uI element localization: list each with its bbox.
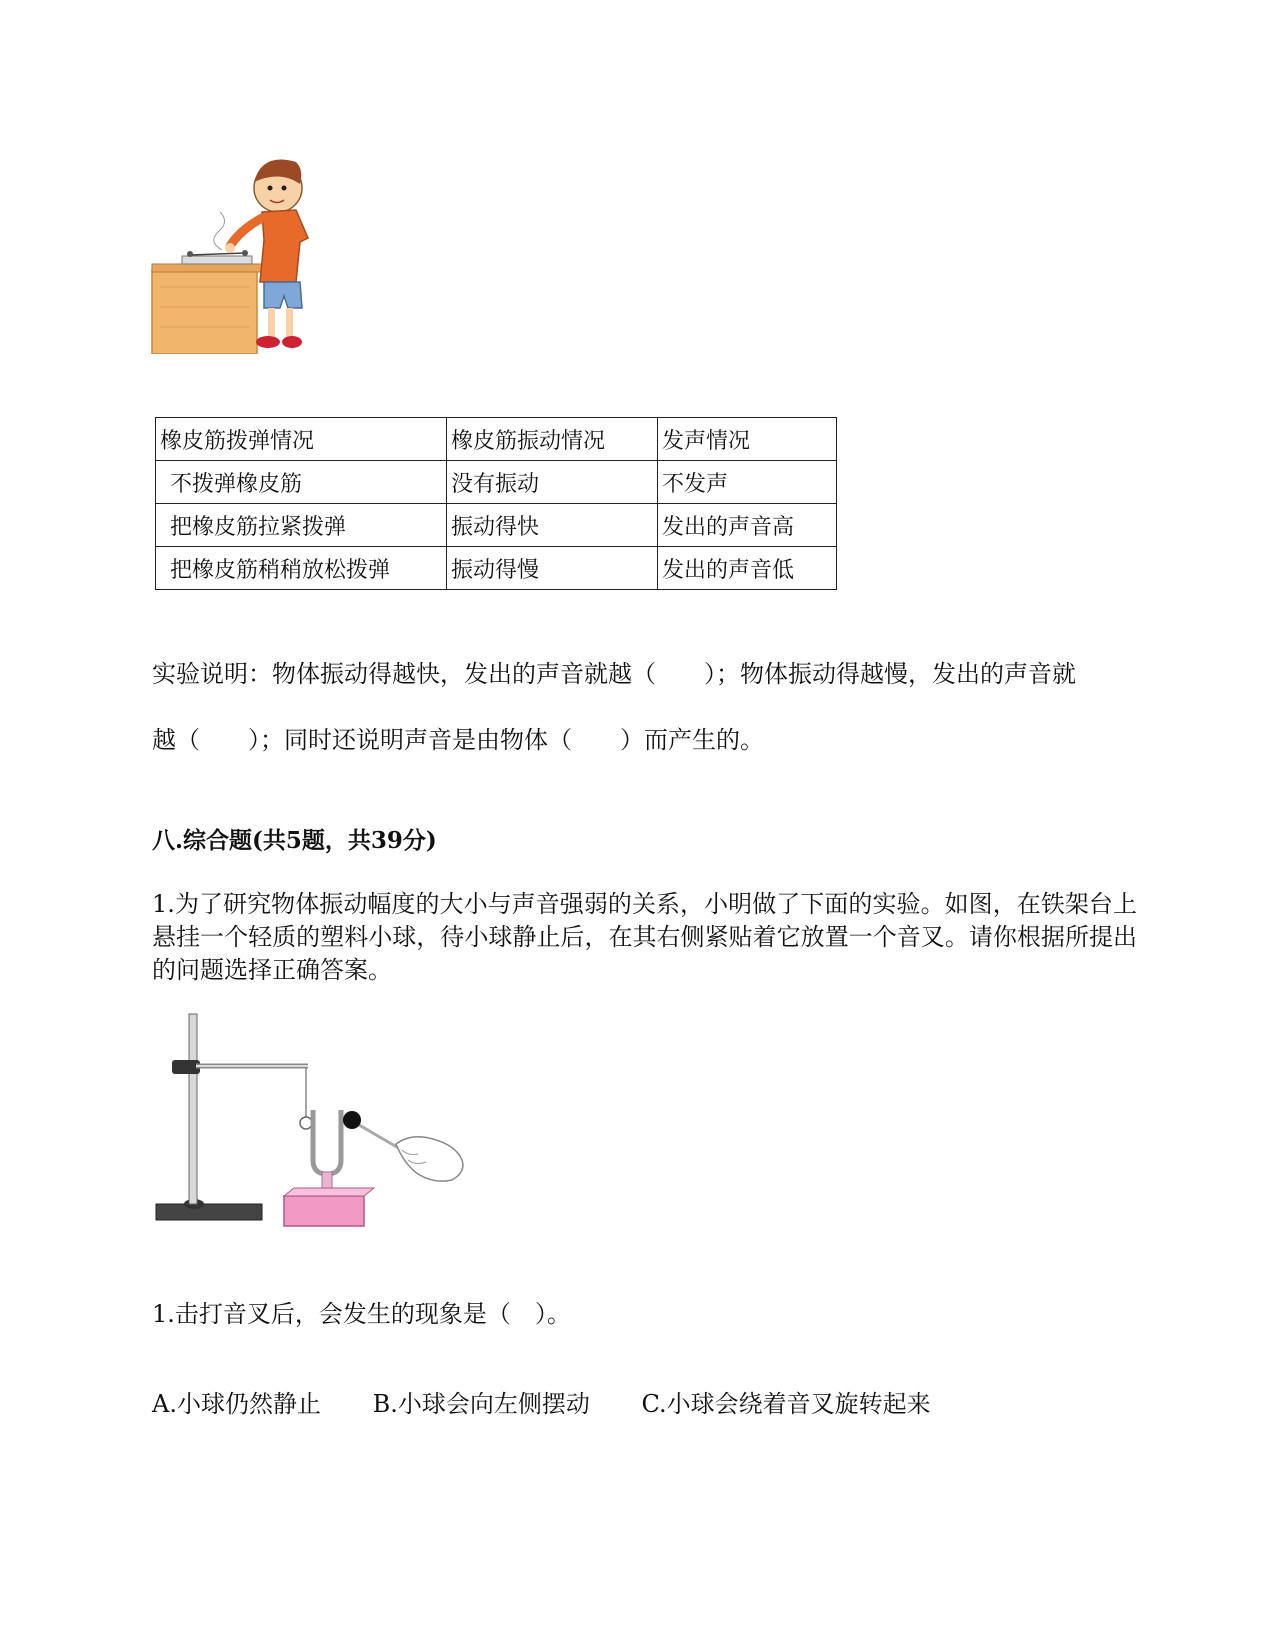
- table-header-cell: 橡皮筋振动情况: [447, 418, 658, 461]
- answer-options: [152, 1388, 1152, 1421]
- table-cell: 没有振动: [447, 461, 658, 504]
- table-row: [156, 504, 837, 547]
- table-cell: 发出的声音低: [658, 547, 837, 590]
- sound-box: [284, 1196, 364, 1226]
- question-stem: 1.为了研究物体振动幅度的大小与声音强弱的关系，小明做了下面的实验。如图，在铁架台上悬挂一个轻质的塑料小球，待小球静止后，在其右侧紧贴着它放置一个音叉。请你根据所提出的问题选择正确答案。: [152, 890, 1137, 984]
- table-header-row: [156, 418, 837, 461]
- table-cell: 把橡皮筋拉紧拨弹: [156, 504, 447, 547]
- explanation-line-2: 越（ ）；同时还说明声音是由物体（ ）而产生的。: [152, 726, 764, 754]
- table-header-cell: 橡皮筋拨弹情况: [156, 418, 447, 461]
- option-b[interactable]: B.小球会向左侧摆动: [372, 1390, 590, 1418]
- table-row: [156, 547, 837, 590]
- stand-base: [156, 1204, 262, 1220]
- mallet-head: [343, 1111, 361, 1129]
- plastic-ball: [300, 1117, 312, 1129]
- option-a[interactable]: A.小球仍然静止: [152, 1390, 321, 1418]
- table-cell: 振动得慢: [447, 547, 658, 590]
- explanation-line-1: 实验说明：物体振动得越快，发出的声音就越（ ）；物体振动得越慢，发出的声音就: [152, 660, 1076, 688]
- section-heading: 八.综合题(共5题，共39分): [152, 827, 437, 854]
- table-cell: 振动得快: [447, 504, 658, 547]
- table-header-cell: 发声情况: [658, 418, 837, 461]
- experiment-table: [155, 417, 837, 590]
- stand-rod: [189, 1014, 197, 1204]
- option-c[interactable]: C.小球会绕着音叉旋转起来: [641, 1390, 931, 1418]
- sub-question: 1.击打音叉后，会发生的现象是（ ）。: [152, 1300, 571, 1328]
- table-cell: 不拨弹橡皮筋: [156, 461, 447, 504]
- tuning-fork: [313, 1110, 341, 1174]
- table-row: [156, 461, 837, 504]
- hand: [396, 1137, 463, 1181]
- tuning-fork-figure: [152, 1010, 472, 1235]
- desk: [152, 270, 257, 354]
- boy-rubber-band-figure: [150, 152, 310, 354]
- table-cell: 不发声: [658, 461, 837, 504]
- table-cell: 发出的声音高: [658, 504, 837, 547]
- table-cell: 把橡皮筋稍稍放松拨弹: [156, 547, 447, 590]
